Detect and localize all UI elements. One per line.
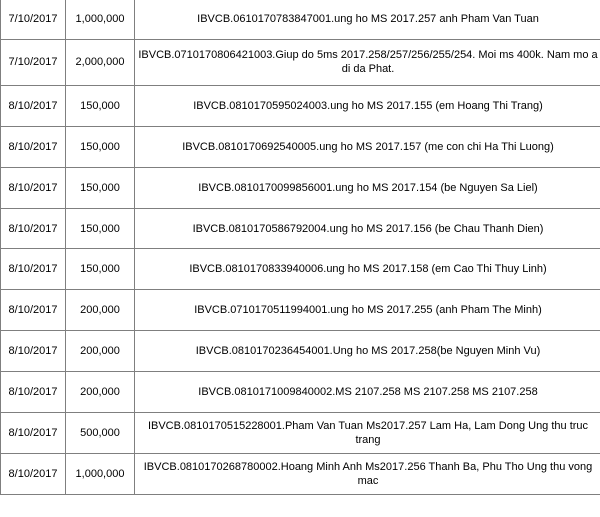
date-cell: 8/10/2017	[1, 290, 66, 331]
amount-cell: 150,000	[66, 208, 135, 249]
date-cell: 8/10/2017	[1, 249, 66, 290]
amount-cell: 2,000,000	[66, 39, 135, 85]
amount-cell: 1,000,000	[66, 453, 135, 494]
table-row	[1, 331, 600, 372]
table-row	[1, 85, 600, 126]
amount-cell: 150,000	[66, 167, 135, 208]
table-row	[1, 167, 600, 208]
description-cell: IBVCB.0810170692540005.ung ho MS 2017.157 (me con chi Ha Thi Luong)	[135, 126, 600, 167]
date-cell: 8/10/2017	[1, 372, 66, 413]
table-row	[1, 249, 600, 290]
date-cell: 8/10/2017	[1, 167, 66, 208]
amount-cell: 150,000	[66, 85, 135, 126]
description-cell: IBVCB.0710170806421003.Giup do 5ms 2017.258/257/256/255/254. Moi ms 400k. Nam mo a di da Phat.	[135, 39, 600, 85]
table-row	[1, 39, 600, 85]
date-cell: 8/10/2017	[1, 331, 66, 372]
description-cell: IBVCB.0810171009840002.MS 2107.258 MS 2107.258 MS 2107.258	[135, 372, 600, 413]
amount-cell: 200,000	[66, 290, 135, 331]
description-cell: IBVCB.0710170511994001.ung ho MS 2017.255 (anh Pham The Minh)	[135, 290, 600, 331]
date-cell: 8/10/2017	[1, 413, 66, 454]
description-cell: IBVCB.0810170515228001.Pham Van Tuan Ms2017.257 Lam Ha, Lam Dong Ung thu truc trang	[135, 413, 600, 454]
table-row	[1, 453, 600, 494]
description-cell: IBVCB.0810170268780002.Hoang Minh Anh Ms2017.256 Thanh Ba, Phu Tho Ung thu vong mac	[135, 453, 600, 494]
amount-cell: 500,000	[66, 413, 135, 454]
table-row	[1, 208, 600, 249]
table-row	[1, 0, 600, 39]
date-cell: 7/10/2017	[1, 0, 66, 39]
amount-cell: 150,000	[66, 249, 135, 290]
amount-cell: 200,000	[66, 372, 135, 413]
description-cell: IBVCB.0810170099856001.ung ho MS 2017.154 (be Nguyen Sa Liel)	[135, 167, 600, 208]
description-cell: IBVCB.0810170236454001.Ung ho MS 2017.258(be Nguyen Minh Vu)	[135, 331, 600, 372]
date-cell: 8/10/2017	[1, 453, 66, 494]
date-cell: 8/10/2017	[1, 126, 66, 167]
date-cell: 8/10/2017	[1, 85, 66, 126]
description-cell: IBVCB.0810170595024003.ung ho MS 2017.155 (em Hoang Thi Trang)	[135, 85, 600, 126]
date-cell: 7/10/2017	[1, 39, 66, 85]
table-row	[1, 290, 600, 331]
description-cell: IBVCB.0810170833940006.ung ho MS 2017.158 (em Cao Thi Thuy Linh)	[135, 249, 600, 290]
table-row	[1, 413, 600, 454]
amount-cell: 200,000	[66, 331, 135, 372]
description-cell: IBVCB.0610170783847001.ung ho MS 2017.257 anh Pham Van Tuan	[135, 0, 600, 39]
description-cell: IBVCB.0810170586792004.ung ho MS 2017.156 (be Chau Thanh Dien)	[135, 208, 600, 249]
amount-cell: 1,000,000	[66, 0, 135, 39]
donation-table-body	[1, 0, 600, 494]
amount-cell: 150,000	[66, 126, 135, 167]
date-cell: 8/10/2017	[1, 208, 66, 249]
table-row	[1, 372, 600, 413]
table-row	[1, 126, 600, 167]
